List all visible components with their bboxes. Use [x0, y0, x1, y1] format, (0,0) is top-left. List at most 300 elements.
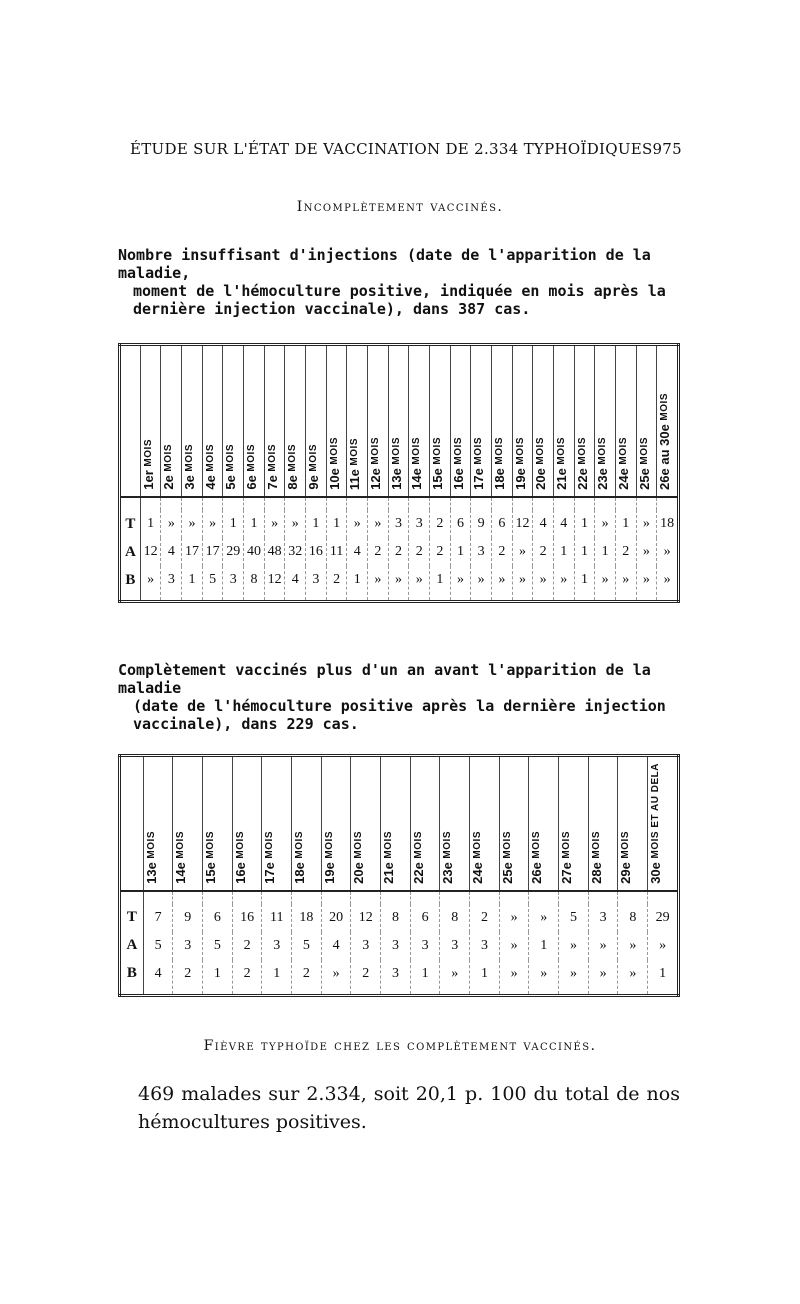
table-cell: 2 [232, 960, 262, 996]
table-cell: 3 [161, 566, 182, 602]
column-header [657, 345, 679, 498]
table-cell: 6 [450, 510, 471, 538]
column-header [410, 756, 440, 891]
column-header-number: 29e [618, 862, 634, 884]
table-cell: » [615, 566, 636, 602]
paragraph-incomplete [118, 246, 688, 318]
table-cell: » [347, 510, 368, 538]
table-cell: 4 [285, 566, 306, 602]
column-header-label [223, 438, 238, 496]
table-cell: 3 [173, 932, 203, 960]
paragraph-complete [118, 661, 688, 733]
table-cell: 6 [203, 904, 233, 932]
column-header-label [389, 431, 404, 496]
spacer-cell [173, 891, 203, 904]
spacer-cell [470, 891, 500, 904]
table-cell: 12 [512, 510, 533, 538]
spacer-cell [388, 497, 409, 510]
column-header-number: 25e [499, 862, 515, 884]
spacer-cell [285, 497, 306, 510]
table-cell: 1 [410, 960, 440, 996]
column-header-unit: MOIS [555, 437, 567, 465]
column-header [409, 345, 430, 498]
spacer-cell [430, 497, 451, 510]
column-header-unit: MOIS [184, 444, 196, 472]
column-header-label [262, 825, 277, 890]
table-cell: 29 [648, 904, 679, 932]
table-row [120, 960, 679, 996]
spacer-cell [450, 497, 471, 510]
column-header-unit: MOIS [617, 437, 629, 465]
table-cell: 1 [430, 566, 451, 602]
column-header-number: 20e [533, 468, 549, 490]
column-header-number: 27e [559, 862, 575, 884]
table-cell: 2 [292, 960, 322, 996]
spacer-cell [182, 497, 203, 510]
running-title: ÉTUDE SUR L'ÉTAT DE VACCINATION DE 2.334 TYPHOÏDIQUES [130, 140, 653, 158]
column-header-label [618, 825, 633, 890]
column-header-number: 21e [553, 468, 569, 490]
spacer-cell [351, 891, 381, 904]
column-header-label [292, 825, 307, 890]
table-cell: 2 [533, 538, 554, 566]
spacer-cell [120, 891, 144, 904]
column-header-unit: MOIS [501, 830, 513, 859]
column-header-unit: MOIS [308, 444, 320, 472]
column-header [588, 756, 618, 891]
column-header-label [492, 431, 507, 496]
table-cell: 3 [588, 904, 618, 932]
column-header-number: 20e [351, 862, 367, 884]
column-header-number: 23e [595, 468, 611, 490]
column-header [143, 756, 173, 891]
column-header-unit: MOIS [287, 444, 299, 472]
table-cell: 9 [471, 510, 492, 538]
table-cell: » [264, 510, 285, 538]
row-label: A [120, 932, 144, 960]
spacer-cell [321, 891, 351, 904]
table-cell: » [388, 566, 409, 602]
table-cell: 3 [306, 566, 327, 602]
table-cell: » [499, 904, 529, 932]
spacer-cell [595, 497, 616, 510]
spacer-cell [499, 891, 529, 904]
table-cell: 1 [182, 566, 203, 602]
column-header-label [533, 431, 548, 496]
paragraph-incomplete-line1: Nombre insuffisant d'injections (date de l'apparition de la maladie, [118, 246, 651, 282]
column-header-number: 9e [306, 475, 322, 490]
table-cell: 2 [430, 538, 451, 566]
table-cell: 4 [553, 510, 574, 538]
column-header-unit: MOIS [493, 437, 505, 465]
table-cell: 2 [491, 538, 512, 566]
table-cell: 1 [553, 538, 574, 566]
column-header-unit: MOIS [205, 830, 217, 859]
table-cell: 5 [203, 932, 233, 960]
column-header-number: 8e [285, 475, 301, 490]
column-header [529, 756, 559, 891]
column-header-unit: MOIS [142, 439, 154, 467]
table-cell: 1 [140, 510, 161, 538]
table-cell: 3 [470, 932, 500, 960]
column-header-number: 2e [161, 475, 177, 490]
column-header-label [265, 438, 280, 496]
table-cell: 1 [223, 510, 244, 538]
table-cell: 2 [388, 538, 409, 566]
column-header-number: 19e [512, 468, 528, 490]
column-header-label [182, 438, 197, 496]
column-header-number: 14e [409, 468, 425, 490]
spacer-cell [232, 891, 262, 904]
table-cell: » [636, 566, 657, 602]
table-cell: 3 [410, 932, 440, 960]
column-header-unit: MOIS [328, 437, 340, 465]
table-cell: 12 [351, 904, 381, 932]
column-header-unit: MOIS [370, 437, 382, 465]
column-header-label [327, 431, 342, 496]
column-header [347, 345, 368, 498]
column-header [244, 345, 265, 498]
spacer-cell [636, 497, 657, 510]
table-row [120, 932, 679, 960]
table-cell: » [321, 960, 351, 996]
table-cell: 3 [440, 932, 470, 960]
table-cell: 18 [657, 510, 679, 538]
column-header [173, 756, 203, 891]
column-header-number: 13e [143, 862, 159, 884]
table-cell: » [588, 932, 618, 960]
column-header-unit: MOIS [234, 830, 246, 859]
table-cell: 3 [381, 932, 411, 960]
spacer-cell [143, 891, 173, 904]
table-cell: 6 [410, 904, 440, 932]
table-cell: 1 [326, 510, 347, 538]
table-cell: » [499, 960, 529, 996]
table-cell: 1 [574, 510, 595, 538]
spacer-cell [161, 497, 182, 510]
table-cell: » [512, 538, 533, 566]
column-header-label [529, 825, 544, 890]
spacer-cell [306, 497, 327, 510]
column-header [471, 345, 492, 498]
table-cell: 3 [381, 960, 411, 996]
column-header-number: 15e [430, 468, 446, 490]
table-cell: 1 [347, 566, 368, 602]
column-header-label [409, 431, 424, 496]
row-label: T [120, 510, 141, 538]
column-header-label [657, 387, 672, 496]
table-cell: » [529, 904, 559, 932]
table-cell: » [161, 510, 182, 538]
spacer-cell [491, 497, 512, 510]
column-header-label [595, 431, 610, 496]
spacer-cell [409, 497, 430, 510]
column-header-unit: MOIS [531, 830, 543, 859]
table-cell: 3 [223, 566, 244, 602]
spacer-cell [533, 497, 554, 510]
table-cell: 1 [574, 566, 595, 602]
column-header-label [203, 825, 218, 890]
table-cell: » [636, 510, 657, 538]
spacer-cell [615, 497, 636, 510]
column-header-label [648, 757, 663, 890]
table-cell: 1 [648, 960, 679, 996]
column-header-unit: MOIS [349, 437, 361, 466]
spacer-cell [648, 891, 679, 904]
table-cell: 1 [595, 538, 616, 566]
column-header-unit: MOIS [638, 437, 650, 465]
column-header-number: 3e [182, 475, 198, 490]
spacer-cell [440, 891, 470, 904]
column-header [202, 345, 223, 498]
table-cell: » [595, 510, 616, 538]
column-header-unit: MOIS [452, 437, 464, 465]
table-cell: » [409, 566, 430, 602]
spacer-cell [244, 497, 265, 510]
column-header-unit: MOIS [246, 444, 258, 472]
column-header-number: 10e [326, 468, 342, 490]
table-cell: 1 [262, 960, 292, 996]
spacer-cell [574, 497, 595, 510]
column-header-unit: MOIS [535, 437, 547, 465]
column-header [321, 756, 351, 891]
table-cell: 4 [161, 538, 182, 566]
table-cell: 20 [321, 904, 351, 932]
table-cell: » [533, 566, 554, 602]
table-cell: 2 [409, 538, 430, 566]
table-cell: 3 [388, 510, 409, 538]
column-header-unit: MOIS [145, 830, 157, 859]
column-header-label [589, 825, 604, 890]
table-cell: 48 [264, 538, 285, 566]
column-header-label [203, 438, 218, 496]
column-header-number: 30e [648, 862, 664, 884]
column-header-number: 19e [321, 862, 337, 884]
spacer-cell [657, 497, 679, 510]
table-cell: 7 [143, 904, 173, 932]
spacer-cell [559, 891, 589, 904]
table-cell: » [285, 510, 306, 538]
column-header-label [173, 825, 188, 890]
table-cell: » [657, 566, 679, 602]
column-header [574, 345, 595, 498]
column-header-label [381, 825, 396, 890]
column-header [470, 756, 500, 891]
table-cell: 8 [381, 904, 411, 932]
column-header-unit: MOIS [442, 830, 454, 859]
column-header-number: 13e [388, 468, 404, 490]
table-cell: 1 [574, 538, 595, 566]
table-row [120, 566, 679, 602]
table-cell: » [559, 960, 589, 996]
column-header-unit: MOIS [561, 830, 573, 859]
column-header-number: 17e [471, 468, 487, 490]
column-header [618, 756, 648, 891]
column-header [499, 756, 529, 891]
column-header-unit: MOIS [659, 393, 671, 421]
row-label: T [120, 904, 144, 932]
table-cell: 2 [430, 510, 451, 538]
table-cell: 1 [450, 538, 471, 566]
table-cell: 4 [347, 538, 368, 566]
table-cell: » [202, 510, 223, 538]
table-cell: 12 [140, 538, 161, 566]
table-cell: 5 [559, 904, 589, 932]
column-header [262, 756, 292, 891]
column-header-unit: MOIS [514, 437, 526, 465]
table-cell: 3 [409, 510, 430, 538]
body-paragraph [118, 1080, 680, 1136]
column-header [351, 756, 381, 891]
table-cell: » [512, 566, 533, 602]
table-cell: 2 [232, 932, 262, 960]
table-corner [120, 345, 141, 498]
spacer-cell [326, 497, 347, 510]
table-cell: 2 [173, 960, 203, 996]
column-header-label [637, 431, 652, 496]
table-cell: » [368, 566, 389, 602]
column-header-number: 16e [450, 468, 466, 490]
spacer-cell [203, 891, 233, 904]
column-header-label [513, 431, 528, 496]
section-heading-incomplete: Incomplètement vaccinés. [296, 199, 504, 215]
spacer-cell [347, 497, 368, 510]
table-cell: 16 [306, 538, 327, 566]
column-header-label [471, 431, 486, 496]
table-cell: 8 [618, 904, 648, 932]
column-header [326, 345, 347, 498]
column-header [368, 345, 389, 498]
body-paragraph-text: 469 malades sur 2.334, soit 20,1 p. 100 du total de nos hémocultures positives. [138, 1083, 680, 1133]
column-header-label [559, 825, 574, 890]
table-cell: » [450, 566, 471, 602]
column-header-number: 24e [615, 468, 631, 490]
table-cell: » [491, 566, 512, 602]
table-cell: 2 [351, 960, 381, 996]
spacer-cell [140, 497, 161, 510]
column-header-unit: MOIS [264, 830, 276, 859]
table-cell: 5 [202, 566, 223, 602]
table-cell: » [471, 566, 492, 602]
column-header [491, 345, 512, 498]
column-header-unit: MOIS [473, 437, 485, 465]
table-cell: 2 [615, 538, 636, 566]
column-header [648, 756, 679, 891]
table-cell: 29 [223, 538, 244, 566]
table-row [120, 904, 679, 932]
column-header [636, 345, 657, 498]
column-header-unit: MOIS [266, 444, 278, 472]
column-header-unit: MOIS [294, 830, 306, 859]
table-cell: » [499, 932, 529, 960]
column-header [512, 345, 533, 498]
table-cell: 1 [306, 510, 327, 538]
table-cell: » [648, 932, 679, 960]
column-header-label [161, 438, 176, 496]
table-spacer-row [120, 891, 679, 904]
column-header-unit: MOIS [590, 830, 602, 859]
table-cell: » [657, 538, 679, 566]
column-header-label [368, 431, 383, 496]
row-label: B [120, 566, 141, 602]
spacer-cell [223, 497, 244, 510]
column-header-unit: MOIS [204, 444, 216, 472]
column-header-number: 18e [292, 862, 308, 884]
table-cell: » [588, 960, 618, 996]
table-cell: 3 [351, 932, 381, 960]
column-header-label [440, 825, 455, 890]
paragraph-complete-line1: Complètement vaccinés plus d'un an avant l'apparition de la maladie [118, 661, 651, 697]
column-header-unit: MOIS [411, 437, 423, 465]
column-header-unit: MOIS [472, 830, 484, 859]
table-cell: 1 [529, 932, 559, 960]
table-row [120, 538, 679, 566]
column-header [292, 756, 322, 891]
row-label: B [120, 960, 144, 996]
column-header [223, 345, 244, 498]
column-header-unit: MOIS [323, 830, 335, 859]
column-header [232, 756, 262, 891]
table-cell: 4 [143, 960, 173, 996]
column-header-unit: MOIS [175, 830, 187, 859]
table-cell: 11 [262, 904, 292, 932]
column-header-number: 1er [140, 470, 156, 490]
table-cell: 8 [244, 566, 265, 602]
column-header [430, 345, 451, 498]
table-header-row [120, 756, 679, 891]
table-cell: 16 [232, 904, 262, 932]
section-heading-typhoid: Fièvre typhoïde chez les complètement vaccinés. [203, 1038, 597, 1054]
table-cell: 4 [321, 932, 351, 960]
column-header-label [554, 431, 569, 496]
column-header-label [351, 825, 366, 890]
column-header-label [411, 825, 426, 890]
paragraph-complete-rest: (date de l'hémoculture positive après la dernière injection vaccinale), dans 229 cas. [133, 697, 666, 733]
table-cell: 32 [285, 538, 306, 566]
column-header [285, 345, 306, 498]
table-cell: 1 [470, 960, 500, 996]
column-header [595, 345, 616, 498]
table-cell: » [529, 960, 559, 996]
spacer-cell [410, 891, 440, 904]
table-cell: 3 [262, 932, 292, 960]
column-header [182, 345, 203, 498]
column-header [450, 345, 471, 498]
column-header-unit: MOIS [576, 437, 588, 465]
column-header-number: 7e [264, 475, 280, 490]
column-header-unit: MOIS [163, 444, 175, 472]
column-header [388, 345, 409, 498]
column-header-number: 22e [574, 468, 590, 490]
table-incomplete-vaccination [118, 343, 680, 603]
table-cell: 17 [182, 538, 203, 566]
spacer-cell [120, 497, 141, 510]
column-header [559, 756, 589, 891]
table-cell: 12 [264, 566, 285, 602]
column-header-number: 24e [470, 862, 486, 884]
column-header-unit: MOIS ET AU DELA [650, 763, 662, 859]
column-header-unit: MOIS [620, 830, 632, 859]
table-cell: 5 [143, 932, 173, 960]
table-header-row [120, 345, 679, 498]
column-header-number: 14e [173, 862, 189, 884]
table-corner [120, 756, 144, 891]
column-header-label [575, 431, 590, 496]
table-cell: 18 [292, 904, 322, 932]
table-cell: 3 [471, 538, 492, 566]
spacer-cell [618, 891, 648, 904]
table-cell: » [140, 566, 161, 602]
